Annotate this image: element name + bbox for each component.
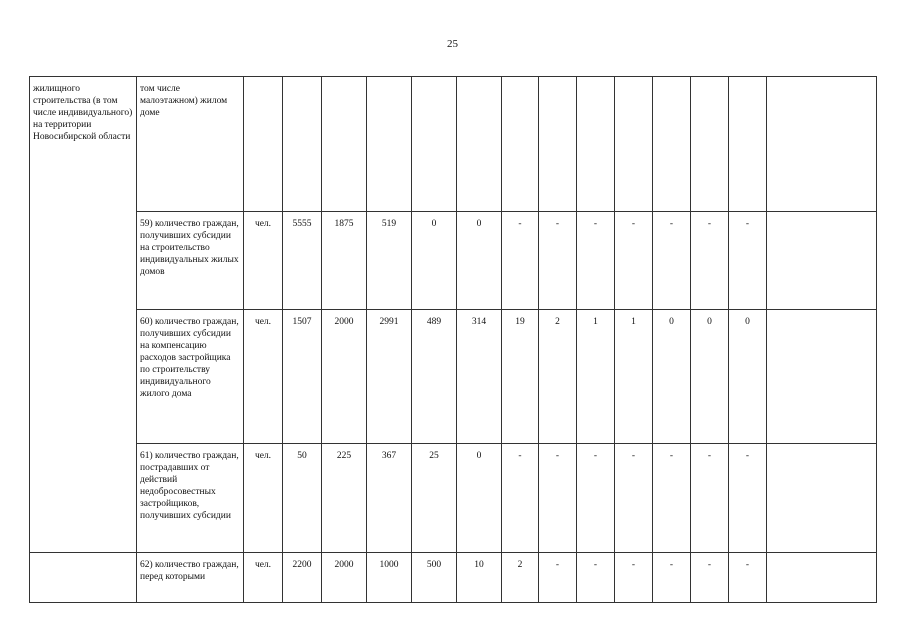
table-row (30, 553, 877, 603)
value-cell: 2 (539, 310, 577, 444)
value-cell: 489 (412, 310, 457, 444)
value-cell: 2 (502, 553, 539, 603)
value-cell: - (729, 444, 767, 553)
value-cell: - (653, 212, 691, 310)
page-number: 25 (447, 38, 458, 50)
value-cell: - (691, 444, 729, 553)
value-cell (502, 77, 539, 212)
value-cell: - (615, 553, 653, 603)
value-cell: - (653, 553, 691, 603)
value-cell (577, 77, 615, 212)
empty-cell (767, 444, 877, 553)
indicator-cell: 60) количество граждан, получивших субсидии на компенсацию расходов застройщика по строительству индивидуального жилого дома (137, 310, 244, 444)
unit-cell: чел. (244, 310, 283, 444)
value-cell: 0 (729, 310, 767, 444)
table-row (30, 77, 877, 212)
value-cell: - (502, 444, 539, 553)
value-cell (653, 77, 691, 212)
value-cell: - (539, 553, 577, 603)
indicators-table (29, 76, 877, 603)
value-cell (412, 77, 457, 212)
empty-cell (767, 77, 877, 212)
table-row (30, 212, 877, 310)
value-cell: 5555 (283, 212, 322, 310)
value-cell: - (539, 212, 577, 310)
unit-cell (244, 77, 283, 212)
value-cell: 225 (322, 444, 367, 553)
value-cell (322, 77, 367, 212)
value-cell (457, 77, 502, 212)
value-cell: 0 (691, 310, 729, 444)
indicator-cell: 59) количество граждан, получивших субсидии на строительство индивидуальных жилых домов (137, 212, 244, 310)
value-cell: 2000 (322, 553, 367, 603)
empty-cell (767, 553, 877, 603)
value-cell (729, 77, 767, 212)
value-cell: - (502, 212, 539, 310)
indicator-cell: 62) количество граждан, перед которыми (137, 553, 244, 603)
unit-cell: чел. (244, 444, 283, 553)
value-cell: 2991 (367, 310, 412, 444)
value-cell: 50 (283, 444, 322, 553)
value-cell: 1 (615, 310, 653, 444)
value-cell: - (691, 553, 729, 603)
indicator-cell: 61) количество граждан, пострадавших от действий недобросовестных застройщиков, получивших субсидии (137, 444, 244, 553)
value-cell: - (577, 444, 615, 553)
value-cell: - (729, 212, 767, 310)
value-cell: 367 (367, 444, 412, 553)
value-cell: 2000 (322, 310, 367, 444)
empty-cell (767, 212, 877, 310)
value-cell: 1875 (322, 212, 367, 310)
unit-cell: чел. (244, 553, 283, 603)
value-cell: 314 (457, 310, 502, 444)
indicator-cell: том числе малоэтажном) жилом доме (137, 77, 244, 212)
section-cell: жилищного строительства (в том числе индивидуального) на территории Новосибирской области (30, 77, 137, 553)
value-cell (283, 77, 322, 212)
section-cell (30, 553, 137, 603)
value-cell: - (577, 553, 615, 603)
value-cell: - (615, 212, 653, 310)
value-cell: 0 (457, 444, 502, 553)
value-cell: 500 (412, 553, 457, 603)
value-cell: - (539, 444, 577, 553)
value-cell: 19 (502, 310, 539, 444)
value-cell (367, 77, 412, 212)
value-cell: 0 (412, 212, 457, 310)
value-cell: 10 (457, 553, 502, 603)
unit-cell: чел. (244, 212, 283, 310)
table-row (30, 310, 877, 444)
value-cell: 1 (577, 310, 615, 444)
value-cell (539, 77, 577, 212)
value-cell: 25 (412, 444, 457, 553)
value-cell: - (691, 212, 729, 310)
value-cell: 0 (653, 310, 691, 444)
value-cell: 2200 (283, 553, 322, 603)
value-cell: 1507 (283, 310, 322, 444)
value-cell: - (653, 444, 691, 553)
value-cell: - (577, 212, 615, 310)
value-cell (615, 77, 653, 212)
value-cell (691, 77, 729, 212)
value-cell: 519 (367, 212, 412, 310)
table-row (30, 444, 877, 553)
value-cell: - (729, 553, 767, 603)
value-cell: 0 (457, 212, 502, 310)
empty-cell (767, 310, 877, 444)
value-cell: 1000 (367, 553, 412, 603)
value-cell: - (615, 444, 653, 553)
